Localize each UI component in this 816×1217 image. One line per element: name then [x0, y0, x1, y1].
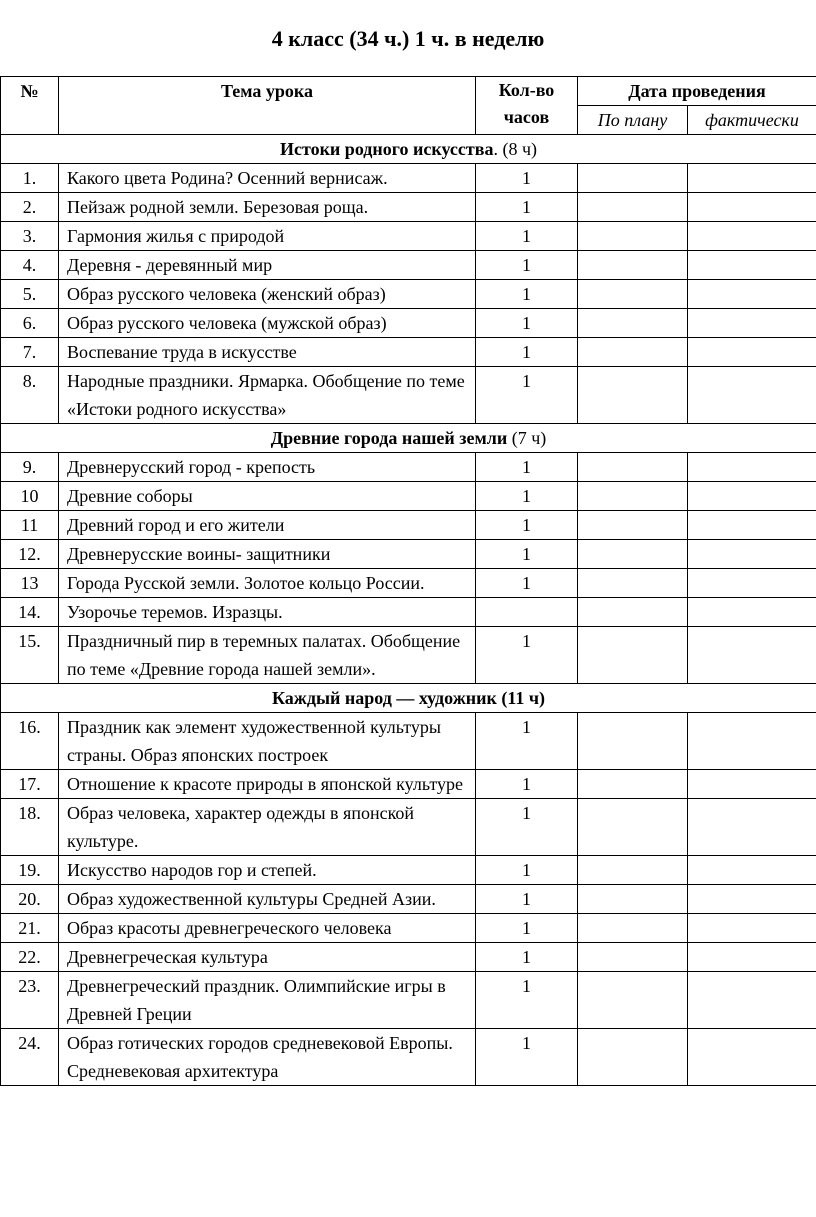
table-row: [1, 856, 816, 885]
header-hours: Кол-во часов: [476, 77, 578, 135]
lesson-topic-cell: Образ художественной культуры Средней Азии.: [59, 885, 476, 914]
table-row: [1, 164, 816, 193]
lesson-topic-cell: Узорочье теремов. Изразцы.: [59, 598, 476, 627]
date-fact-cell: [688, 309, 816, 338]
table-row: [1, 914, 816, 943]
lesson-hours-cell: 1: [476, 222, 578, 251]
section-title: [1, 684, 816, 713]
date-fact-cell: [688, 1029, 816, 1086]
date-fact-cell: [688, 770, 816, 799]
lesson-number-cell: 20.: [1, 885, 59, 914]
date-fact-cell: [688, 251, 816, 280]
lesson-hours-cell: 1: [476, 482, 578, 511]
header-date-fact: фактически: [688, 106, 816, 135]
lesson-number-cell: 8.: [1, 367, 59, 424]
lesson-hours-cell: 1: [476, 453, 578, 482]
lesson-topic-cell: Праздник как элемент художественной культуры страны. Образ японских построек: [59, 713, 476, 770]
table-row: [1, 569, 816, 598]
table-row: [1, 193, 816, 222]
lesson-topic-cell: Древние соборы: [59, 482, 476, 511]
section-title-hours: (7 ч): [507, 428, 547, 448]
table-row: [1, 627, 816, 684]
lesson-hours-cell: 1: [476, 569, 578, 598]
table-row: [1, 799, 816, 856]
table-row: [1, 367, 816, 424]
lesson-hours-cell: 1: [476, 856, 578, 885]
date-plan-cell: [578, 193, 688, 222]
header-date-plan: По плану: [578, 106, 688, 135]
date-fact-cell: [688, 280, 816, 309]
lesson-topic-cell: Искусство народов гор и степей.: [59, 856, 476, 885]
lesson-topic-cell: Древнерусский город - крепость: [59, 453, 476, 482]
date-fact-cell: [688, 914, 816, 943]
lesson-topic-cell: Образ русского человека (мужской образ): [59, 309, 476, 338]
lesson-topic-cell: Пейзаж родной земли. Березовая роща.: [59, 193, 476, 222]
date-plan-cell: [578, 627, 688, 684]
header-date: Дата проведения: [578, 77, 816, 106]
section-title-bold: Древние города нашей земли: [270, 428, 508, 448]
lesson-topic-cell: Гармония жилья с природой: [59, 222, 476, 251]
date-fact-cell: [688, 885, 816, 914]
lesson-topic-cell: Праздничный пир в теремных палатах. Обобщение по теме «Древние города нашей земли».: [59, 627, 476, 684]
lesson-number-cell: 10: [1, 482, 59, 511]
lesson-hours-cell: 1: [476, 280, 578, 309]
section-header-row: [1, 684, 816, 713]
date-plan-cell: [578, 453, 688, 482]
lesson-number-cell: 23.: [1, 972, 59, 1029]
date-plan-cell: [578, 251, 688, 280]
date-fact-cell: [688, 164, 816, 193]
lesson-number-cell: 5.: [1, 280, 59, 309]
lesson-number-cell: 17.: [1, 770, 59, 799]
date-plan-cell: [578, 914, 688, 943]
lesson-topic-cell: Народные праздники. Ярмарка. Обобщение по теме «Истоки родного искусства»: [59, 367, 476, 424]
lesson-number-cell: 11: [1, 511, 59, 540]
lesson-hours-cell: 1: [476, 338, 578, 367]
date-fact-cell: [688, 367, 816, 424]
lesson-number-cell: 4.: [1, 251, 59, 280]
section-title: [1, 424, 816, 453]
lesson-number-cell: 12.: [1, 540, 59, 569]
date-plan-cell: [578, 598, 688, 627]
lesson-number-cell: 6.: [1, 309, 59, 338]
lesson-hours-cell: 1: [476, 627, 578, 684]
date-fact-cell: [688, 569, 816, 598]
date-plan-cell: [578, 972, 688, 1029]
date-plan-cell: [578, 885, 688, 914]
date-fact-cell: [688, 713, 816, 770]
date-plan-cell: [578, 540, 688, 569]
date-fact-cell: [688, 193, 816, 222]
lesson-hours-cell: 1: [476, 1029, 578, 1086]
lesson-number-cell: 2.: [1, 193, 59, 222]
lesson-topic-cell: Древнерусские воины- защитники: [59, 540, 476, 569]
lesson-hours-cell: 1: [476, 943, 578, 972]
date-plan-cell: [578, 856, 688, 885]
table-row: [1, 770, 816, 799]
lesson-hours-cell: 1: [476, 770, 578, 799]
lesson-number-cell: 9.: [1, 453, 59, 482]
lesson-hours-cell: 1: [476, 713, 578, 770]
date-plan-cell: [578, 367, 688, 424]
section-header-row: [1, 135, 816, 164]
date-plan-cell: [578, 569, 688, 598]
lesson-hours-cell: 1: [476, 367, 578, 424]
header-number: №: [1, 77, 59, 135]
lesson-number-cell: 15.: [1, 627, 59, 684]
lesson-number-cell: 14.: [1, 598, 59, 627]
lesson-number-cell: 7.: [1, 338, 59, 367]
table-row: [1, 972, 816, 1029]
lesson-hours-cell: 1: [476, 164, 578, 193]
table-row: [1, 540, 816, 569]
lesson-number-cell: 18.: [1, 799, 59, 856]
date-plan-cell: [578, 943, 688, 972]
lesson-hours-cell: 1: [476, 914, 578, 943]
lesson-topic-cell: Образ русского человека (женский образ): [59, 280, 476, 309]
date-fact-cell: [688, 482, 816, 511]
table-row: [1, 338, 816, 367]
date-fact-cell: [688, 856, 816, 885]
lesson-hours-cell: 1: [476, 540, 578, 569]
date-fact-cell: [688, 598, 816, 627]
date-fact-cell: [688, 972, 816, 1029]
date-plan-cell: [578, 799, 688, 856]
lesson-topic-cell: Образ красоты древнегреческого человека: [59, 914, 476, 943]
lesson-topic-cell: Древний город и его жители: [59, 511, 476, 540]
table-row: [1, 511, 816, 540]
date-plan-cell: [578, 770, 688, 799]
lesson-topic-cell: Города Русской земли. Золотое кольцо России.: [59, 569, 476, 598]
lesson-hours-cell: 1: [476, 511, 578, 540]
lesson-topic-cell: Какого цвета Родина? Осенний вернисаж.: [59, 164, 476, 193]
table-row: [1, 251, 816, 280]
lesson-plan-table: [0, 76, 816, 1086]
date-plan-cell: [578, 511, 688, 540]
date-fact-cell: [688, 540, 816, 569]
lesson-hours-cell: [476, 598, 578, 627]
lesson-topic-cell: Образ готических городов средневековой Европы. Средневековая архитектура: [59, 1029, 476, 1086]
lesson-number-cell: 19.: [1, 856, 59, 885]
date-fact-cell: [688, 511, 816, 540]
lesson-topic-cell: Образ человека, характер одежды в японской культуре.: [59, 799, 476, 856]
table-row: [1, 713, 816, 770]
table-row: [1, 309, 816, 338]
table-row: [1, 280, 816, 309]
section-title-hours: . (8 ч): [493, 139, 538, 159]
date-fact-cell: [688, 799, 816, 856]
date-fact-cell: [688, 338, 816, 367]
lesson-hours-cell: 1: [476, 885, 578, 914]
section-title-bold: Истоки родного искусства: [279, 139, 494, 159]
date-fact-cell: [688, 453, 816, 482]
date-plan-cell: [578, 309, 688, 338]
table-row: [1, 885, 816, 914]
lesson-number-cell: 21.: [1, 914, 59, 943]
header-topic: Тема урока: [59, 77, 476, 135]
lesson-number-cell: 24.: [1, 1029, 59, 1086]
section-header-row: [1, 424, 816, 453]
page-title: 4 класс (34 ч.) 1 ч. в неделю: [271, 26, 545, 51]
lesson-number-cell: 22.: [1, 943, 59, 972]
lesson-hours-cell: 1: [476, 193, 578, 222]
lesson-number-cell: 13: [1, 569, 59, 598]
lesson-topic-cell: Древнегреческая культура: [59, 943, 476, 972]
lesson-number-cell: 3.: [1, 222, 59, 251]
table-row: [1, 453, 816, 482]
section-title: [1, 135, 816, 164]
table-row: [1, 222, 816, 251]
lesson-topic-cell: Древнегреческий праздник. Олимпийские игры в Древней Греции: [59, 972, 476, 1029]
lesson-hours-cell: 1: [476, 799, 578, 856]
table-row: [1, 943, 816, 972]
table-row: [1, 1029, 816, 1086]
date-plan-cell: [578, 338, 688, 367]
date-fact-cell: [688, 222, 816, 251]
lesson-hours-cell: 1: [476, 972, 578, 1029]
table-row: [1, 482, 816, 511]
lesson-number-cell: 16.: [1, 713, 59, 770]
lesson-hours-cell: 1: [476, 309, 578, 338]
date-plan-cell: [578, 482, 688, 511]
section-title-bold: Каждый народ — художник (11 ч): [271, 688, 545, 708]
table-body: [1, 135, 816, 1086]
date-plan-cell: [578, 1029, 688, 1086]
lesson-topic-cell: Деревня - деревянный мир: [59, 251, 476, 280]
lesson-topic-cell: Отношение к красоте природы в японской культуре: [59, 770, 476, 799]
table-row: [1, 598, 816, 627]
date-plan-cell: [578, 280, 688, 309]
lesson-hours-cell: 1: [476, 251, 578, 280]
date-plan-cell: [578, 222, 688, 251]
date-fact-cell: [688, 943, 816, 972]
date-plan-cell: [578, 713, 688, 770]
lesson-number-cell: 1.: [1, 164, 59, 193]
lesson-topic-cell: Воспевание труда в искусстве: [59, 338, 476, 367]
date-plan-cell: [578, 164, 688, 193]
date-fact-cell: [688, 627, 816, 684]
